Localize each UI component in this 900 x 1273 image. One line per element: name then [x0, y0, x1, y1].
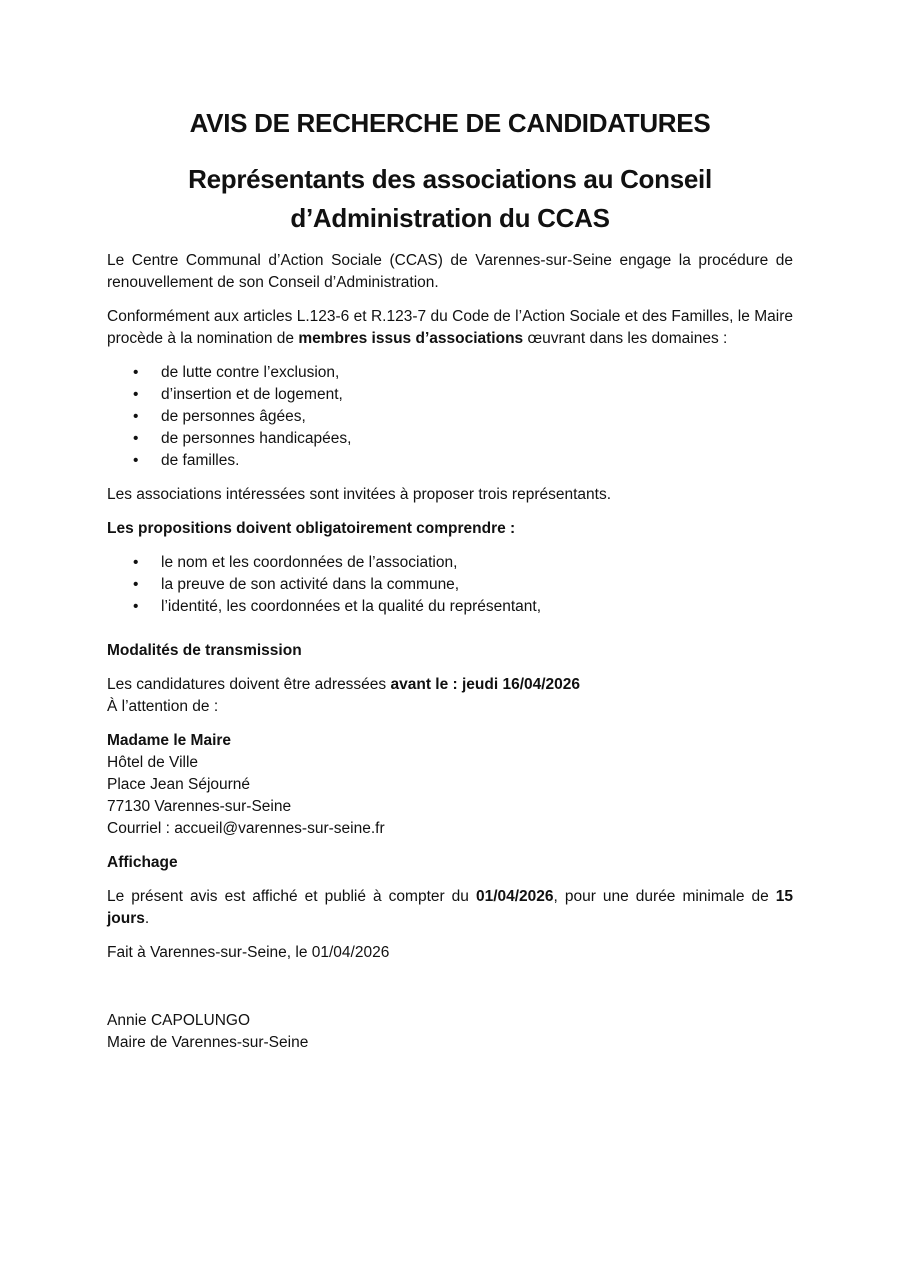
bullet-icon: •	[133, 576, 139, 593]
list-item	[107, 384, 351, 406]
conformement-paragraph	[107, 306, 793, 350]
signature-name: Annie CAPOLUNGO	[107, 1012, 250, 1029]
deadline-text: Les candidatures doivent être adressées	[107, 676, 391, 693]
bullet-icon: •	[133, 430, 139, 447]
conformement-after: œuvrant dans les domaines :	[523, 330, 728, 347]
bullet-icon: •	[133, 408, 139, 425]
list-item	[107, 406, 351, 428]
attention-line: À l’attention de :	[107, 698, 219, 715]
fait-line: Fait à Varennes-sur-Seine, le 01/04/2026	[107, 944, 390, 961]
email-label: Courriel :	[107, 820, 175, 837]
list-item-text: de personnes âgées,	[161, 408, 306, 425]
modalites-heading: Modalités de transmission	[107, 642, 302, 659]
address-line-3: 77130 Varennes-sur-Seine	[107, 798, 292, 815]
propositions-list	[107, 552, 541, 618]
signature-role: Maire de Varennes-sur-Seine	[107, 1034, 309, 1051]
email-link[interactable]: accueil@varennes-sur-seine.fr	[174, 820, 385, 837]
bullet-icon: •	[133, 452, 139, 469]
intro-paragraph: Le Centre Communal d’Action Sociale (CCAS) de Varennes-sur-Seine engage la procédure de renouvellement de son Conseil d’Administration.	[107, 252, 793, 291]
domaines-list	[107, 362, 351, 472]
document-subtitle	[107, 160, 793, 238]
subtitle-line-2: d’Administration du CCAS	[290, 203, 610, 233]
address-recipient: Madame le Maire	[107, 732, 232, 749]
list-item	[107, 552, 541, 574]
bullet-icon: •	[133, 386, 139, 403]
list-item	[107, 428, 351, 450]
affichage-date: 01/04/2026	[475, 888, 554, 905]
affichage-paragraph	[107, 886, 793, 930]
list-item-text: l’identité, les coordonnées et la qualité du représentant,	[161, 598, 541, 615]
list-item-text: d’insertion et de logement,	[161, 386, 343, 403]
list-item-text: de lutte contre l’exclusion,	[161, 364, 340, 381]
propositions-heading: Les propositions doivent obligatoirement comprendre :	[107, 520, 516, 537]
affichage-after: .	[144, 910, 150, 927]
affichage-text: Le présent avis est affiché et publié à compter du	[107, 888, 476, 905]
address-line-1: Hôtel de Ville	[107, 754, 199, 771]
bullet-icon: •	[133, 598, 139, 615]
bullet-icon: •	[133, 364, 139, 381]
conformement-bold: membres issus d’associations	[298, 330, 524, 347]
list-item	[107, 574, 541, 596]
list-item	[107, 596, 541, 618]
conformement-text: Conformément aux articles L.123-6 et R.123-7 du Code de l’Action Sociale et des Familles, le Maire procède à la nomination de	[107, 308, 793, 347]
deadline-paragraph	[107, 674, 793, 718]
invitation-paragraph: Les associations intéressées sont invitées à proposer trois représentants.	[107, 486, 612, 503]
affichage-duration: 15 jours	[107, 888, 794, 927]
affichage-heading: Affichage	[107, 854, 178, 871]
list-item-text: le nom et les coordonnées de l’association,	[161, 554, 458, 571]
document-title: AVIS DE RECHERCHE DE CANDIDATURES	[189, 108, 711, 138]
list-item-text: la preuve de son activité dans la commune,	[161, 576, 460, 593]
bullet-icon: •	[133, 554, 139, 571]
list-item	[107, 450, 351, 472]
address-line-2: Place Jean Séjourné	[107, 776, 251, 793]
list-item-text: de familles.	[161, 452, 240, 469]
list-item	[107, 362, 351, 384]
signature-block	[107, 1010, 793, 1054]
list-item-text: de personnes handicapées,	[161, 430, 352, 447]
deadline-date: avant le : jeudi 16/04/2026	[390, 676, 581, 693]
address-block	[107, 730, 793, 840]
subtitle-line-1: Représentants des associations au Conseil	[188, 164, 712, 194]
affichage-middle: , pour une durée minimale de	[553, 888, 776, 905]
